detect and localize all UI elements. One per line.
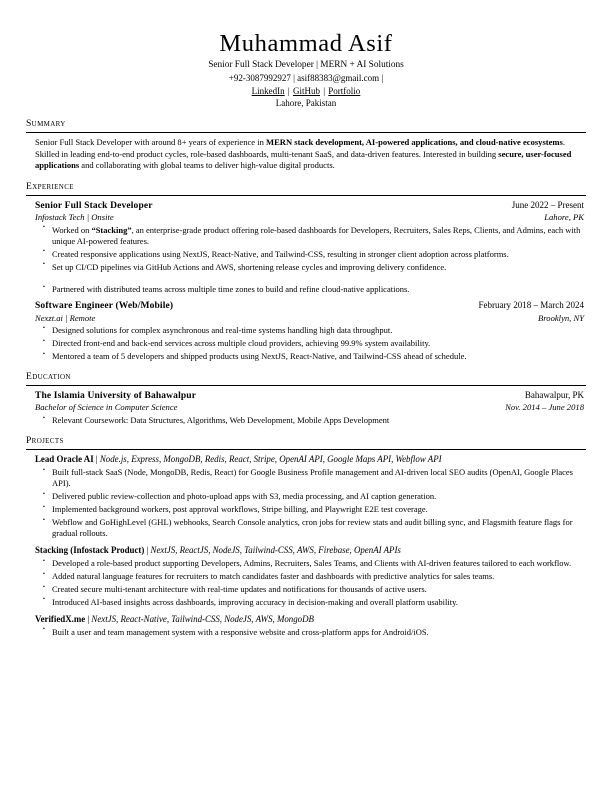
plain-text: Created responsive applications using NextJS, React-Native, and Tailwind-CSS, resulting in stronger client adoption across platforms. <box>52 248 509 259</box>
project-separator: | <box>144 545 151 556</box>
link-linkedin[interactable]: LinkedIn <box>251 85 285 96</box>
plain-text: Mentored a team of 5 developers and shipped products using NextJS, React-Native, and Tailwind-CSS ahead of schedule. <box>52 351 467 362</box>
bullet-list <box>35 558 584 608</box>
emphasis-text: MERN stack development, AI-powered applications, and cloud-native ecosystems <box>266 137 563 148</box>
project-head <box>35 454 584 466</box>
project-stack: NextJS, ReactJS, NodeJS, Tailwind-CSS, AWS, Firebase, OpenAI APIs <box>150 545 401 556</box>
link-github[interactable]: GitHub <box>292 85 320 96</box>
entry-title: Senior Full Stack Developer <box>35 200 153 211</box>
plain-text: Built full-stack SaaS (Node, MongoDB, Redis, React) for Google Business Profile management and AI-driven local SEO audits (OpenAI, Google Places API). <box>52 467 573 489</box>
plain-text: Implemented background workers, post approval workflows, Stripe billing, and Playwright E2E test coverage. <box>52 504 428 515</box>
link-separator: | <box>320 85 328 96</box>
candidate-location: Lahore, Pakistan <box>275 98 337 109</box>
project-name: Lead Oracle AI <box>35 454 94 465</box>
summary-body <box>26 137 586 172</box>
bullet-item <box>52 504 584 515</box>
entry-subtitle-row <box>35 313 584 324</box>
project-name: VerifiedX.me <box>35 613 86 624</box>
project-stack: NextJS, React-Native, Tailwind-CSS, NodeJS, AWS, MongoDB <box>91 613 314 624</box>
project-stack: Node.js, Express, MongoDB, Redis, React, Stripe, OpenAI API, Google Maps API, Webflow API <box>99 454 442 465</box>
entry-location: Brooklyn, NY <box>538 312 584 323</box>
project-entry <box>35 614 584 638</box>
entry-title-row <box>35 390 584 402</box>
bullet-item <box>52 597 584 608</box>
entry-date: June 2022 – Present <box>511 199 584 210</box>
projects-body <box>26 454 586 638</box>
plain-text: Directed front-end and back-end services across multiple cloud providers, achieving 99.9% system availability. <box>52 338 431 349</box>
project-head <box>35 614 584 626</box>
project-entry <box>35 545 584 608</box>
project-separator: | <box>85 613 92 624</box>
bullet-item <box>52 325 584 336</box>
experience-body <box>26 200 586 363</box>
entry-title: Software Engineer (Web/Mobile) <box>35 301 174 312</box>
plain-text: , an enterprise-grade product offering role-based dashboards for Developers, Recruiters, Sales Reps, Clients, and Admins, each with unique AI-powered features. <box>52 224 581 246</box>
plain-text: Delivered public review-collection and photo-upload apps with S3, media processing, and AI caption generation. <box>52 491 437 502</box>
section-title-projects: Projects <box>26 435 586 450</box>
entry-subtitle-row <box>35 402 584 413</box>
bullet-item <box>52 571 584 582</box>
bullet-list <box>35 325 584 362</box>
education-body <box>26 390 586 426</box>
bullet-list <box>35 627 584 638</box>
section-experience <box>26 181 586 362</box>
resume-entry <box>35 200 584 296</box>
plain-text: Created secure multi-tenant architecture with real-time updates and notifications for thousands of active users. <box>52 584 427 595</box>
bullet-item <box>52 467 584 490</box>
bullet-item <box>52 584 584 595</box>
resume-entry <box>35 300 584 362</box>
resume-entry <box>35 390 584 426</box>
bullet-list <box>35 467 584 540</box>
entry-title: The Islamia University of Bahawalpur <box>35 391 197 402</box>
plain-text: Added natural language features for recruiters to match candidates faster and dashboards with predictive analytics for sales teams. <box>52 571 495 582</box>
plain-text: Webflow and GoHighLevel (GHL) webhooks, Search Console analytics, cron jobs for review stats and audit billing sync, and Flagsmith feature flags for gradual rollouts. <box>52 517 573 539</box>
link-separator: | <box>285 85 292 96</box>
bullet-item <box>52 558 584 569</box>
section-summary <box>26 118 586 172</box>
entry-date: Bahawalpur, PK <box>524 390 584 401</box>
entry-date: February 2018 – March 2024 <box>478 300 584 311</box>
entry-subtitle: Nexzt.ai | Remote <box>35 312 96 323</box>
candidate-name: Muhammad Asif <box>219 30 393 57</box>
project-name: Stacking (Infostack Product) <box>35 545 145 556</box>
entry-title-row <box>35 200 584 212</box>
candidate-tagline: Senior Full Stack Developer | MERN + AI Solutions <box>208 60 404 71</box>
contact-line: +92-3087992927 | asif88383@gmail.com | <box>228 73 384 84</box>
bullet-item <box>52 338 584 349</box>
entry-location: Lahore, PK <box>544 211 584 222</box>
plain-text: Partnered with distributed teams across multiple time zones to build and refine cloud-native applications. <box>52 284 410 295</box>
section-projects <box>26 435 586 638</box>
entry-location: Nov. 2014 – June 2018 <box>505 402 584 413</box>
bullet-item <box>52 627 584 638</box>
bullet-item <box>52 491 584 502</box>
summary-text <box>35 137 584 172</box>
bullet-item <box>52 284 584 295</box>
plain-text: and collaborating with global teams to deliver high-value digital products. <box>79 160 335 171</box>
emphasis-text: secure, user-focused applications <box>35 148 572 171</box>
plain-text: Built a user and team management system with a responsive website and cross-platform apps for Android/iOS. <box>52 626 429 637</box>
bullet-list <box>35 415 584 426</box>
plain-text: Set up CI/CD pipelines via GitHub Actions and AWS, shortening release cycles and improving delivery confidence. <box>52 261 447 272</box>
link-portfolio[interactable]: Portfolio <box>328 85 361 96</box>
project-head <box>35 545 584 557</box>
bullet-item <box>52 225 584 248</box>
bullet-item <box>52 415 584 426</box>
entry-subtitle: Infostack Tech | Onsite <box>35 211 114 222</box>
section-title-summary: Summary <box>26 118 586 133</box>
section-education <box>26 371 586 426</box>
section-title-education: Education <box>26 371 586 386</box>
profile-links <box>26 85 586 97</box>
entry-subtitle: Bachelor of Science in Computer Science <box>35 402 178 413</box>
plain-text: Designed solutions for complex asynchronous and real-time systems handling high data throughput. <box>52 325 393 336</box>
plain-text: . Skilled in leading end-to-end product cycles, role-based dashboards, multi-tenant SaaS, and data-driven features. Interested in building <box>35 137 566 159</box>
plain-text: Worked on <box>52 224 92 235</box>
plain-text: Introduced AI-based insights across dashboards, improving accuracy in decision-making and overall platform usability. <box>52 596 458 607</box>
bullet-item <box>52 249 584 260</box>
bullet-list <box>35 225 584 296</box>
bullet-item <box>52 262 584 273</box>
section-title-experience: Experience <box>26 181 586 196</box>
emphasis-text: “Stacking” <box>91 224 132 235</box>
bullet-item <box>52 351 584 362</box>
entry-subtitle-row <box>35 212 584 223</box>
entry-title-row <box>35 300 584 312</box>
bullet-item <box>52 517 584 540</box>
project-entry <box>35 454 584 540</box>
resume-header <box>26 30 586 109</box>
plain-text: Senior Full Stack Developer with around 8+ years of experience in <box>35 137 267 148</box>
plain-text: Relevant Coursework: Data Structures, Algorithms, Web Development, Mobile Apps Development <box>52 415 390 426</box>
plain-text: Developed a role-based product supporting Developers, Admins, Recruiters, Sales Teams, and Clients with AI-driven features tailored to each workflow. <box>52 558 572 569</box>
project-separator: | <box>93 454 100 465</box>
